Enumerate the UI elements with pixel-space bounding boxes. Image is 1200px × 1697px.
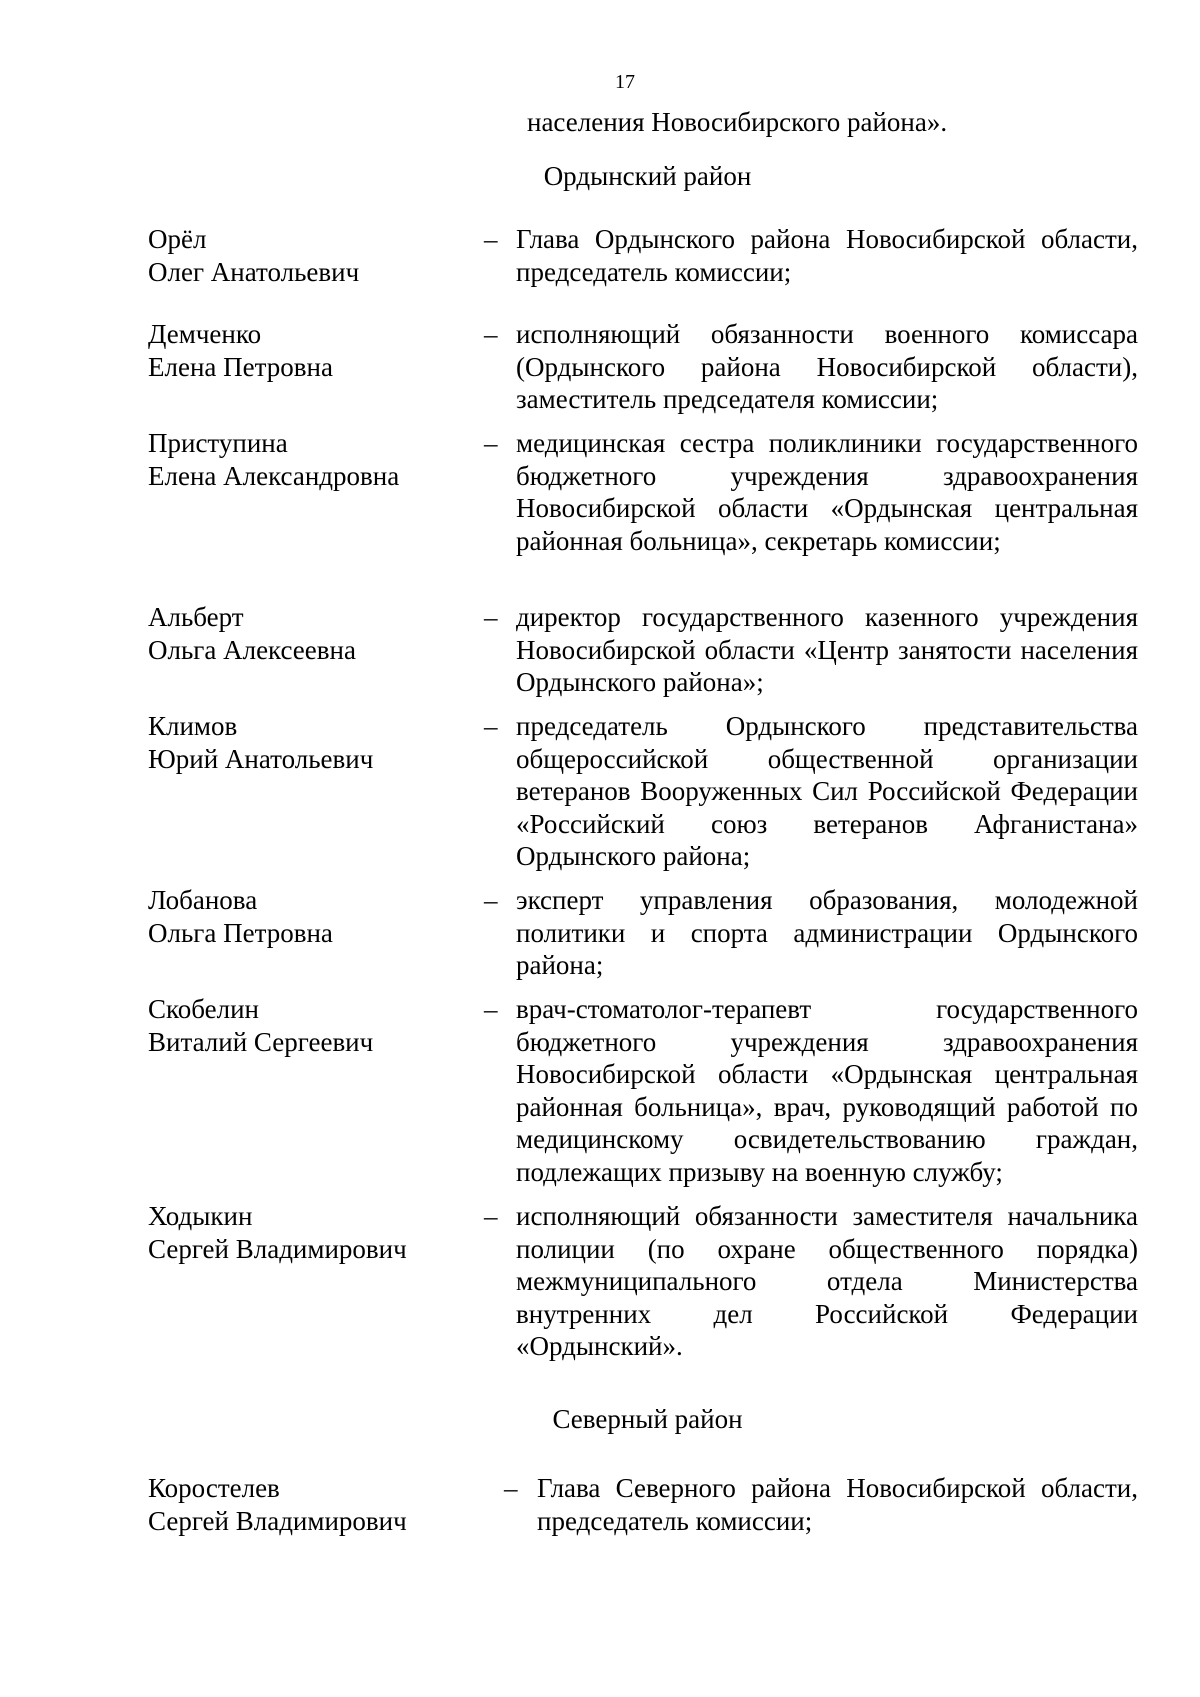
member-given-names: Елена Александровна <box>148 460 400 491</box>
member-name <box>148 993 478 1058</box>
dash-separator: – <box>484 428 498 458</box>
member-name <box>148 1472 478 1537</box>
member-surname: Демченко <box>148 319 262 349</box>
member-surname: Коростелев <box>148 1473 280 1503</box>
dash-separator: – <box>484 711 498 741</box>
member-role: медицинская сестра поликлиники государственного бюджетного учреждения здравоохранения Новосибирской области «Ордынская центральная районная больница», секретарь комиссии; <box>516 428 1138 556</box>
member-given-names: Сергей Владимирович <box>148 1505 407 1536</box>
member-surname: Ходыкин <box>148 1201 253 1231</box>
member-name <box>148 427 478 492</box>
dash-separator: – <box>504 1473 518 1503</box>
section-heading-severny: Северный район <box>552 1404 743 1434</box>
member-role: Глава Северного района Новосибирской области, председатель комиссии; <box>537 1473 1138 1536</box>
member-name <box>148 1200 478 1265</box>
member-name <box>148 601 478 666</box>
member-surname: Лобанова <box>148 885 258 915</box>
member-role: исполняющий обязанности военного комиссара (Ордынского района Новосибирской области), заместитель председателя комиссии; <box>516 319 1138 414</box>
member-surname: Альберт <box>148 602 244 632</box>
member-given-names: Виталий Сергеевич <box>148 1026 374 1057</box>
dash-separator: – <box>484 885 498 915</box>
dash-separator: – <box>484 1201 498 1231</box>
member-name <box>148 318 478 383</box>
member-surname: Скобелин <box>148 994 259 1024</box>
member-name <box>148 710 478 775</box>
member-role: исполняющий обязанности заместителя начальника полиции (по охране общественного порядка) межмуниципального отдела Министерства внутренних дел Российской Федерации «Ордынский». <box>516 1201 1138 1361</box>
member-role: врач-стоматолог-терапевт государственного бюджетного учреждения здравоохранения Новосибирской области «Ордынская центральная районная больница», врач, руководящий работой по медицинскому освидетельствованию граждан, подлежащих призыву на военную службу; <box>516 994 1138 1187</box>
member-role: Глава Ордынского района Новосибирской области, председатель комиссии; <box>516 224 1138 287</box>
dash-separator: – <box>484 224 498 254</box>
member-surname: Климов <box>148 711 238 741</box>
page-number: 17 <box>615 71 635 93</box>
member-name <box>148 884 478 949</box>
member-role: эксперт управления образования, молодежной политики и спорта администрации Ордынского района; <box>516 885 1138 980</box>
member-given-names: Сергей Владимирович <box>148 1233 407 1264</box>
continued-text: населения Новосибирского района». <box>527 107 948 137</box>
member-given-names: Елена Петровна <box>148 351 333 382</box>
member-surname: Приступина <box>148 428 288 458</box>
member-given-names: Ольга Алексеевна <box>148 634 356 665</box>
dash-separator: – <box>484 319 498 349</box>
member-surname: Орёл <box>148 224 207 254</box>
member-name <box>148 223 478 288</box>
member-role: директор государственного казенного учреждения Новосибирской области «Центр занятости населения Ордынского района»; <box>516 602 1138 697</box>
member-given-names: Юрий Анатольевич <box>148 743 374 774</box>
dash-separator: – <box>484 602 498 632</box>
dash-separator: – <box>484 994 498 1024</box>
member-role: председатель Ордынского представительства общероссийской общественной организации ветеранов Вооруженных Сил Российской Федерации «Российский союз ветеранов Афганистана» Ордынского района; <box>516 711 1138 871</box>
member-given-names: Ольга Петровна <box>148 917 333 948</box>
section-heading-ordynsky: Ордынский район <box>543 161 752 191</box>
member-given-names: Олег Анатольевич <box>148 256 360 287</box>
